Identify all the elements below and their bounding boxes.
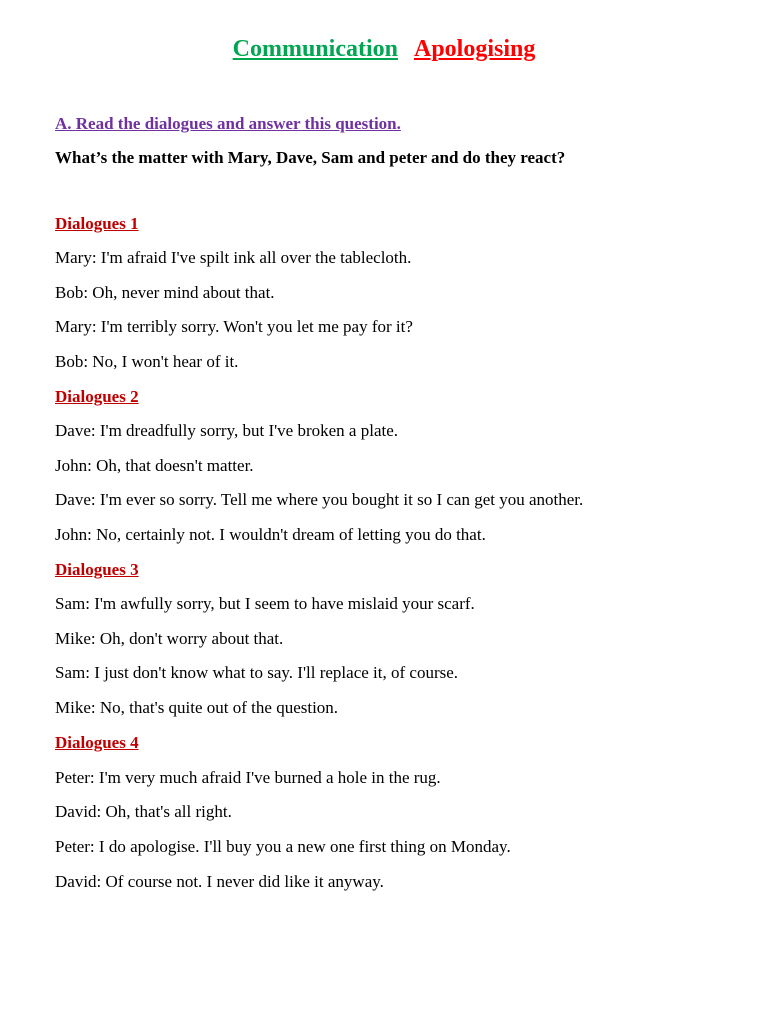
dialogue-1-line-3: Mary: I'm terribly sorry. Won't you let me pay for it? (55, 317, 413, 336)
question-text: What’s the matter with Mary, Dave, Sam and peter and do they react? (55, 148, 566, 167)
section-label: A. (55, 114, 72, 133)
dialogue-3-line-4: Mike: No, that's quite out of the question. (55, 698, 339, 717)
dialogue-2-heading: Dialogues 2 (55, 387, 139, 406)
title-communication: Communication (232, 36, 398, 62)
dialogue-4-line-2: David: Oh, that's all right. (55, 802, 232, 821)
dialogue-3-heading: Dialogues 3 (55, 560, 139, 579)
dialogue-2-line-2: John: Oh, that doesn't matter. (55, 456, 254, 475)
section-a-instruction (55, 113, 401, 135)
dialogue-2-line-1: Dave: I'm dreadfully sorry, but I've broken a plate. (55, 421, 399, 440)
dialogue-1-heading: Dialogues 1 (55, 214, 139, 233)
dialogue-1-line-4: Bob: No, I won't hear of it. (55, 352, 239, 371)
dialogue-1-line-1: Mary: I'm afraid I've spilt ink all over the tablecloth. (55, 248, 412, 267)
dialogue-4-line-3: Peter: I do apologise. I'll buy you a new one first thing on Monday. (55, 837, 511, 856)
dialogue-1-line-2: Bob: Oh, never mind about that. (55, 283, 275, 302)
dialogue-4-heading: Dialogues 4 (55, 733, 139, 752)
section-instruction-text: Read the dialogues and answer this question. (75, 114, 401, 133)
page-title (0, 33, 768, 65)
dialogue-4-line-4: David: Of course not. I never did like it anyway. (55, 872, 384, 891)
dialogue-2-line-4: John: No, certainly not. I wouldn't dream of letting you do that. (55, 525, 486, 544)
dialogue-2-line-3: Dave: I'm ever so sorry. Tell me where you bought it so I can get you another. (55, 490, 584, 509)
dialogue-4-line-1: Peter: I'm very much afraid I've burned a hole in the rug. (55, 768, 441, 787)
dialogue-3-line-1: Sam: I'm awfully sorry, but I seem to have mislaid your scarf. (55, 594, 475, 613)
title-apologising: Apologising (413, 36, 536, 62)
dialogue-3-line-3: Sam: I just don't know what to say. I'll replace it, of course. (55, 663, 459, 682)
dialogue-3-line-2: Mike: Oh, don't worry about that. (55, 629, 284, 648)
